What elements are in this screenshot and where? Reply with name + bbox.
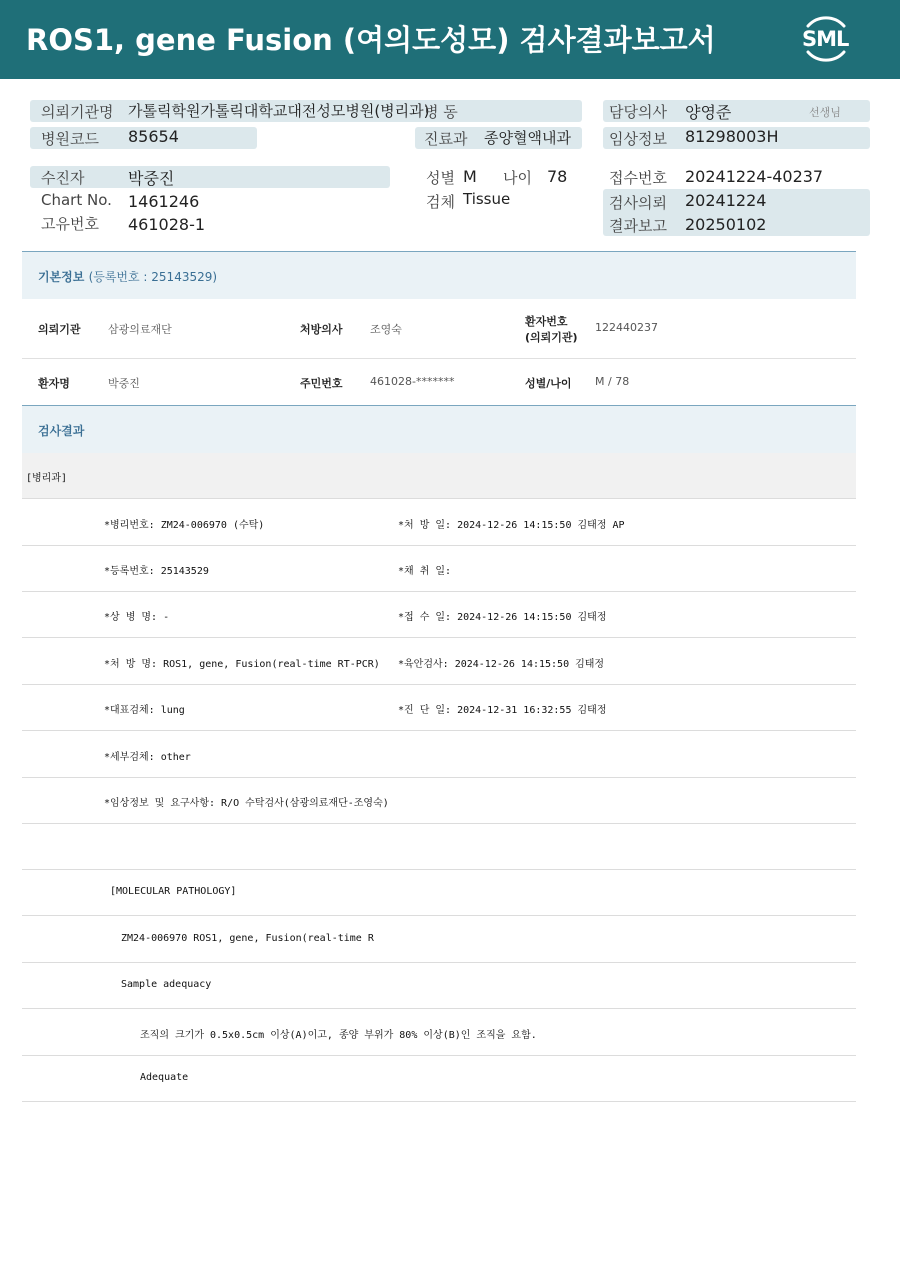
report-title: ROS1, gene Fusion (여의도성모) 검사결과보고서: [26, 23, 716, 57]
chart-label: Chart No.: [41, 191, 112, 209]
doctor-value: 조영숙: [370, 323, 402, 336]
result-line-1-left: *병리번호: ZM24-006970 (수탁): [104, 520, 265, 531]
mol-line: ZM24-006970 ROS1, gene, Fusion(real-time R: [121, 933, 374, 944]
ward-label: 병 동: [424, 103, 458, 121]
result-line-7: [22, 778, 856, 824]
result-line-3-left: *상 병 명: -: [104, 612, 170, 623]
dept-tag-row: [22, 453, 856, 499]
adequacy-rule-row: [22, 1010, 856, 1056]
result-line-3: [22, 592, 856, 638]
physician-value: 양영준: [685, 103, 732, 122]
blank-line: [22, 824, 856, 870]
referring-inst-label: 의뢰기관명: [41, 103, 114, 121]
recipient-label: 수진자: [41, 169, 85, 187]
result-line-5-right: *진 단 일: 2024-12-31 16:32:55 김태정: [398, 705, 607, 716]
department-label: 진료과: [424, 130, 468, 148]
basic-info-row-1: [22, 299, 856, 359]
unique-no-value: 461028-1: [128, 215, 206, 234]
sex-value: M: [463, 167, 477, 186]
result-line-5: [22, 685, 856, 731]
mol-line-row: [22, 917, 856, 963]
inst-label: 의뢰기관: [38, 323, 81, 336]
dept-tag: [병리과]: [26, 473, 68, 484]
patient-no-label-1: 환자번호: [525, 315, 568, 328]
result-line-6: [22, 732, 856, 778]
basic-info-header: [22, 251, 856, 299]
basic-info-reg-no: (등록번호 : 25143529): [88, 270, 218, 284]
result-line-3-right: *접 수 일: 2024-12-26 14:15:50 김태정: [398, 612, 607, 623]
adequacy-title-row: [22, 963, 856, 1009]
hospital-code-label: 병원코드: [41, 130, 99, 148]
specimen-label: 검체: [426, 193, 455, 211]
sexage-label: 성별/나이: [525, 377, 572, 390]
receipt-no-value: 20241224-40237: [685, 167, 824, 186]
adequacy-title: Sample adequacy: [121, 979, 212, 990]
basic-info-title-text: 기본정보: [38, 270, 85, 284]
report-header: [0, 0, 900, 79]
sexage-value: M / 78: [595, 375, 630, 388]
result-date-label: 결과보고: [609, 217, 667, 235]
basic-info-row-2: [22, 359, 856, 406]
unique-no-label: 고유번호: [41, 215, 99, 233]
adequacy-rule: 조직의 크기가 0.5x0.5cm 이상(A)이고, 종양 부위가 80% 이상(B)인 조직을 요함.: [140, 1030, 537, 1041]
result-line-4-left: *처 방 명: ROS1, gene, Fusion(real-time RT-PCR): [104, 659, 380, 670]
result-line-4: [22, 639, 856, 685]
mol-title-row: [22, 870, 856, 916]
hospital-code-value: 85654: [128, 127, 179, 146]
rrn-value: 461028-*******: [370, 375, 455, 388]
clinical-info-label: 임상정보: [609, 130, 667, 148]
sex-label: 성별: [426, 169, 455, 187]
result-line-4-right: *육안검사: 2024-12-26 14:15:50 김태정: [398, 659, 605, 670]
adequacy-value-row: [22, 1056, 856, 1102]
inst-value: 삼광의료재단: [108, 323, 172, 336]
age-value: 78: [547, 167, 568, 186]
patient-no-label-2: (의뢰기관): [525, 331, 578, 344]
age-label: 나이: [503, 169, 532, 187]
logo-text: SML: [802, 27, 849, 51]
result-date-value: 20250102: [685, 215, 767, 234]
recipient-value: 박중진: [128, 169, 175, 188]
result-line-6-left: *세부검체: other: [104, 752, 191, 763]
result-line-2-right: *채 취 일:: [398, 566, 452, 577]
result-line-1-right: *처 방 일: 2024-12-26 14:15:50 김태정 AP: [398, 520, 625, 531]
receipt-no-label: 접수번호: [609, 169, 667, 187]
sml-logo: [798, 12, 854, 66]
name-label: 환자명: [38, 377, 70, 390]
physician-suffix: 선생님: [809, 106, 841, 119]
basic-info-title: [38, 268, 217, 285]
patient-no-value: 122440237: [595, 321, 658, 334]
name-value: 박중진: [108, 377, 140, 390]
referring-inst-value: 가톨릭학원가톨릭대학교대전성모병원(병리과): [128, 102, 430, 120]
result-line-5-left: *대표검체: lung: [104, 705, 185, 716]
result-line-1: [22, 500, 856, 546]
chart-value: 1461246: [128, 192, 200, 211]
specimen-value: Tissue: [463, 190, 511, 208]
result-line-7-left: *임상정보 및 요구사항: R/O 수탁검사(삼광의료재단-조영숙): [104, 798, 389, 809]
mol-title: [MOLECULAR PATHOLOGY]: [110, 886, 237, 897]
result-line-2: [22, 546, 856, 592]
doctor-label: 처방의사: [300, 323, 343, 336]
results-title: 검사결과: [38, 424, 85, 438]
adequacy-value: Adequate: [140, 1072, 189, 1083]
rrn-label: 주민번호: [300, 377, 343, 390]
department-value: 종양혈액내과: [484, 129, 571, 147]
clinical-info-value: 81298003H: [685, 127, 779, 146]
request-date-label: 검사의뢰: [609, 194, 667, 212]
result-line-2-left: *등록번호: 25143529: [104, 566, 209, 577]
results-header: [22, 406, 856, 453]
request-date-value: 20241224: [685, 191, 767, 210]
physician-label: 담당의사: [609, 103, 667, 121]
